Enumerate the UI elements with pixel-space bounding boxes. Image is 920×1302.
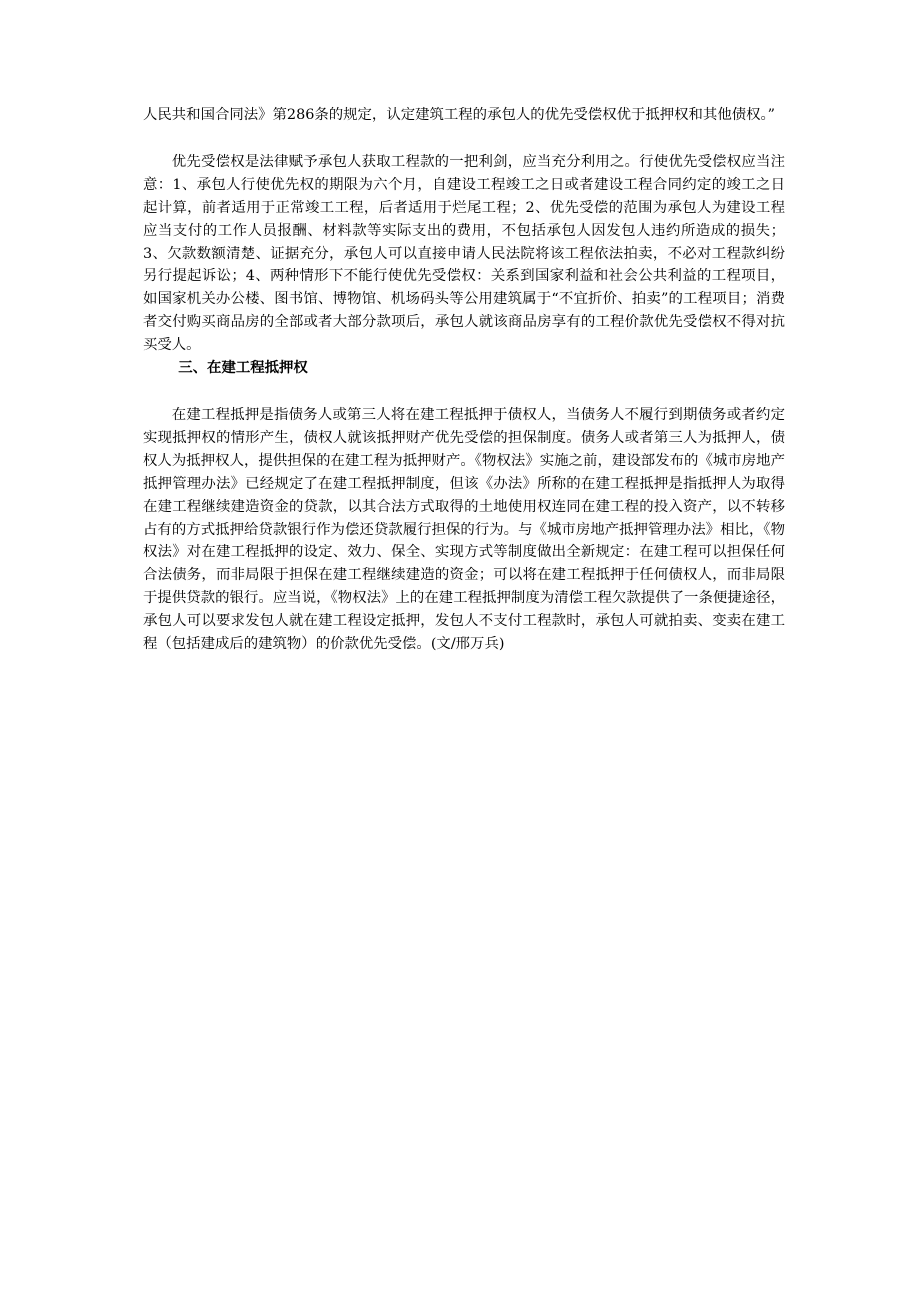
paragraph-mortgage: 在建工程抵押是指债务人或第三人将在建工程抵押于债权人，当债务人不履行到期债务或者约定实现抵押权的情形产生，债权人就该抵押财产优先受偿的担保制度。债务人或者第三人为抵押人，债权人为抵押权人，提供担保的在建工程为抵押财产。《物权法》实施之前，建设部发布的《城市房地产抵押管理办法》已经规定了在建工程抵押制度，但该《办法》所称的在建工程抵押是指抵押人为取得在建工程继续建造资金的贷款，以其合法方式取得的土地使用权连同在建工程的投入资产，以不转移占有的方式抵押给贷款银行作为偿还贷款履行担保的行为。与《城市房地产抵押管理办法》相比，《物权法》对在建工程抵押的设定、效力、保全、实现方式等制度做出全新规定：在建工程可以担保任何合法债务，而非局限于担保在建工程继续建造的资金；可以将在建工程抵押于任何债权人，而非局限于提供贷款的银行。应当说，《物权法》上的在建工程抵押制度为清偿工程欠款提供了一条便捷途径，承包人可以要求发包人就在建工程设定抵押，发包人不支付工程款时，承包人可就拍卖、变卖在建工程（包括建成后的建筑物）的价款优先受偿。(文/邢万兵) (143, 406, 785, 653)
paragraph-continuation: 人民共和国合同法》第286条的规定，认定建筑工程的承包人的优先受偿权优于抵押权和其他债权。” (143, 107, 776, 123)
section-heading: 三、在建工程抵押权 (178, 359, 308, 377)
document-page (143, 104, 785, 656)
paragraph-priority-right: 优先受偿权是法律赋予承包人获取工程款的一把利剑，应当充分利用之。行使优先受偿权应当注意：1、承包人行使优先权的期限为六个月，自建设工程竣工之日或者建设工程合同约定的竣工之日起计算，前者适用于正常竣工工程，后者适用于烂尾工程；2、优先受偿的范围为承包人为建设工程应当支付的工作人员报酬、材料款等实际支出的费用，不包括承包人因发包人违约所造成的损失；3、欠款数额清楚、证据充分，承包人可以直接申请人民法院将该工程依法拍卖，不必对工程款纠纷另行提起诉讼；4、两种情形下不能行使优先受偿权：关系到国家利益和社会公共利益的工程项目，如国家机关办公楼、图书馆、博物馆、机场码头等公用建筑属于“不宜折价、拍卖”的工程项目；消费者交付购买商品房的全部或者大部分款项后，承包人就该商品房享有的工程价款优先受偿权不得对抗买受人。 (143, 153, 785, 354)
